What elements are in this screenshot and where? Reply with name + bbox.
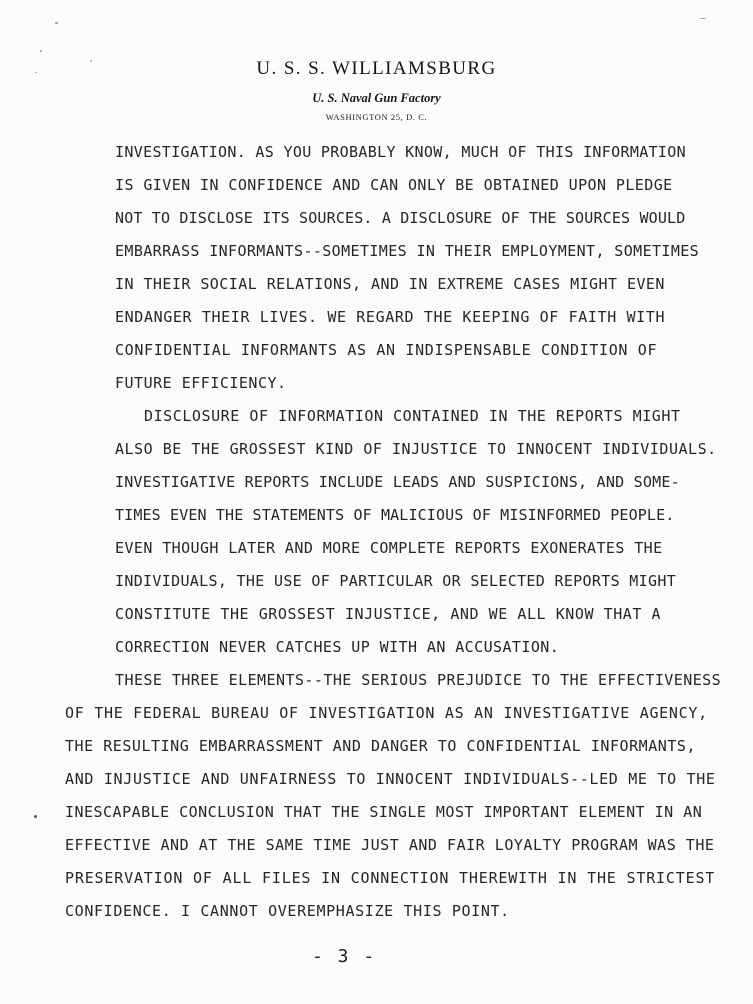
text-line: IS GIVEN IN CONFIDENCE AND CAN ONLY BE OBTAINED UPON PLEDGE — [115, 176, 673, 194]
text-line: NOT TO DISCLOSE ITS SOURCES. A DISCLOSURE OF THE SOURCES WOULD — [115, 209, 686, 227]
text-line: ENDANGER THEIR LIVES. WE REGARD THE KEEPING OF FAITH WITH — [115, 308, 666, 326]
text-line: IN THEIR SOCIAL RELATIONS, AND IN EXTREME CASES MIGHT EVEN — [115, 275, 665, 293]
text-line: CONFIDENCE. I CANNOT OVEREMPHASIZE THIS POINT. — [65, 902, 510, 920]
letterhead-address: WASHINGTON 25, D. C. — [325, 112, 428, 122]
text-line: THESE THREE ELEMENTS--THE SERIOUS PREJUDICE TO THE EFFECTIVENESS — [115, 671, 722, 689]
paper-speck — [55, 22, 58, 24]
text-line: PRESERVATION OF ALL FILES IN CONNECTION THEREWITH IN THE STRICTEST — [65, 869, 716, 887]
letterhead-subtitle: U. S. Naval Gun Factory — [312, 91, 441, 105]
text-line: AND INJUSTICE AND UNFAIRNESS TO INNOCENT INDIVIDUALS--LED ME TO THE — [65, 770, 716, 788]
text-line: DISCLOSURE OF INFORMATION CONTAINED IN THE REPORTS MIGHT — [144, 407, 681, 425]
text-line: INDIVIDUALS, THE USE OF PARTICULAR OR SELECTED REPORTS MIGHT — [115, 572, 677, 590]
page-number: - 3 - — [312, 946, 377, 967]
text-line: EMBARRASS INFORMANTS--SOMETIMES IN THEIR EMPLOYMENT, SOMETIMES — [115, 242, 700, 260]
letterhead-title: U. S. S. WILLIAMSBURG — [256, 58, 497, 79]
text-line: CONFIDENTIAL INFORMANTS AS AN INDISPENSABLE CONDITION OF — [115, 341, 658, 359]
text-line: TIMES EVEN THE STATEMENTS OF MALICIOUS OF MISINFORMED PEOPLE. — [115, 506, 675, 524]
text-line: EVEN THOUGH LATER AND MORE COMPLETE REPORTS EXONERATES THE — [115, 539, 663, 557]
paper-speck — [700, 18, 706, 19]
text-line: INVESTIGATIVE REPORTS INCLUDE LEADS AND SUSPICIONS, AND SOME- — [115, 473, 680, 491]
text-line: CORRECTION NEVER CATCHES UP WITH AN ACCUSATION. — [115, 638, 560, 656]
paper-speck — [40, 50, 42, 52]
paper-speck — [90, 60, 92, 62]
text-line: INESCAPABLE CONCLUSION THAT THE SINGLE MOST IMPORTANT ELEMENT IN AN — [65, 803, 703, 821]
text-line: EFFECTIVE AND AT THE SAME TIME JUST AND FAIR LOYALTY PROGRAM WAS THE — [65, 836, 715, 854]
text-line: INVESTIGATION. AS YOU PROBABLY KNOW, MUCH OF THIS INFORMATION — [115, 143, 687, 161]
paper-speck — [35, 72, 37, 73]
text-line: THE RESULTING EMBARRASSMENT AND DANGER TO CONFIDENTIAL INFORMANTS, — [65, 737, 697, 755]
text-line: OF THE FEDERAL BUREAU OF INVESTIGATION AS AN INVESTIGATIVE AGENCY, — [65, 704, 708, 722]
paper-speck — [34, 815, 37, 818]
text-line: ALSO BE THE GROSSEST KIND OF INJUSTICE TO INNOCENT INDIVIDUALS. — [115, 440, 717, 458]
text-line: FUTURE EFFICIENCY. — [115, 374, 287, 392]
text-line: CONSTITUTE THE GROSSEST INJUSTICE, AND WE ALL KNOW THAT A — [115, 605, 662, 623]
